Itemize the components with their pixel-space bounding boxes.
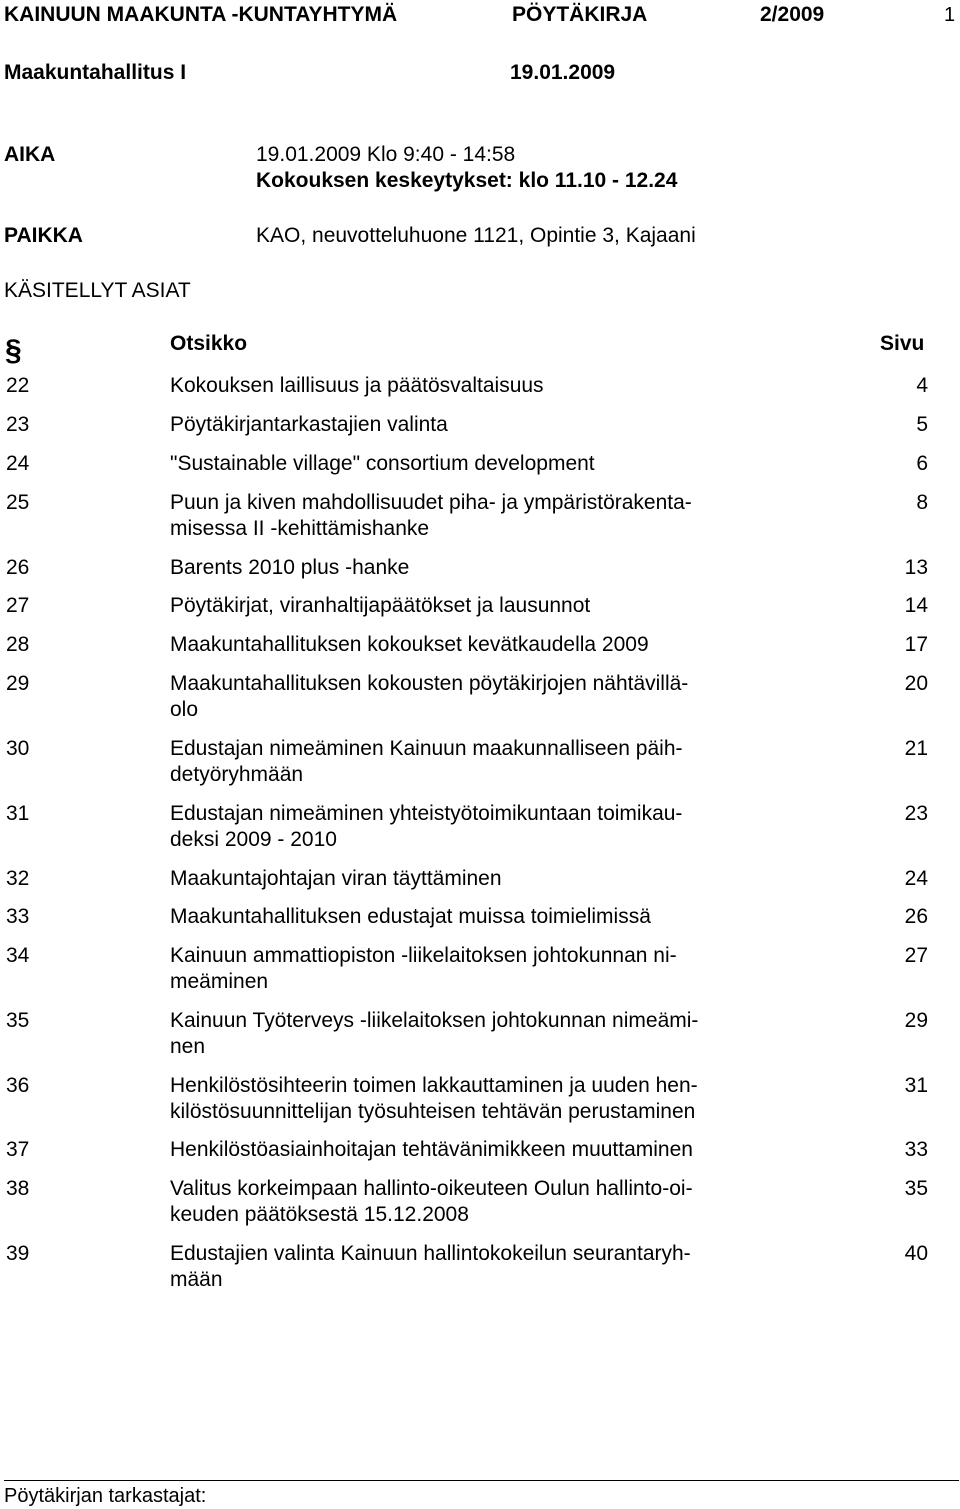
agenda-item-number: 26 [6,556,30,579]
agenda-item-title: Valitus korkeimpaan hallinto-oikeuteen Oulun hallinto-oi- keuden päätöksestä 15.12.2008 [170,1177,693,1226]
agenda-item-title: Maakuntajohtajan viran täyttäminen [170,867,502,890]
column-header-title: Otsikko [170,332,248,355]
agenda-item-page: 8 [916,491,928,514]
organization-name: KAINUUN MAAKUNTA -KUNTAYHTYMÄ [4,3,398,26]
time-label: AIKA [4,143,56,166]
agenda-item-title: Pöytäkirjat, viranhaltijapäätökset ja lausunnot [170,594,591,617]
section-title: KÄSITELLYT ASIAT [4,279,191,302]
agenda-item-title: Kainuun ammattiopiston -liikelaitoksen johtokunnan ni- meäminen [170,944,677,993]
agenda-item-page: 40 [904,1242,928,1265]
agenda-item-title: Edustajan nimeäminen Kainuun maakunnalliseen päih- detyöryhmään [170,737,683,786]
agenda-item-title: "Sustainable village" consortium development [170,452,595,475]
agenda-item-page: 13 [904,556,928,579]
agenda-item-number: 35 [6,1009,30,1032]
agenda-item-page: 17 [904,633,928,656]
agenda-item-page: 4 [916,374,928,397]
agenda-item-page: 24 [904,867,928,890]
agenda-item-number: 39 [6,1242,30,1265]
agenda-item-page: 27 [904,944,928,967]
meeting-breaks: Kokouksen keskeytykset: klo 11.10 - 12.24 [256,169,678,192]
agenda-item-number: 23 [6,413,30,436]
agenda-item-number: 38 [6,1177,30,1200]
document-type: PÖYTÄKIRJA [512,3,648,26]
agenda-item-title: Edustajien valinta Kainuun hallintokokeilun seurantaryh- mään [170,1242,691,1291]
agenda-item-title: Kainuun Työterveys -liikelaitoksen johtokunnan nimeämi- nen [170,1009,699,1058]
agenda-item-number: 36 [6,1074,30,1097]
agenda-item-title: Barents 2010 plus -hanke [170,556,410,579]
agenda-item-page: 23 [904,802,928,825]
agenda-item-number: 27 [6,594,30,617]
agenda-item-title: Edustajan nimeäminen yhteistyötoimikuntaan toimikau- deksi 2009 - 2010 [170,802,683,851]
place-label: PAIKKA [4,224,83,247]
agenda-item-number: 28 [6,633,30,656]
document-number: 2/2009 [760,3,825,26]
agenda-item-number: 29 [6,672,30,695]
agenda-item-page: 35 [904,1177,928,1200]
agenda-item-number: 37 [6,1138,30,1161]
agenda-item-title: Henkilöstösihteerin toimen lakkauttaminen ja uuden hen- kilöstösuunnittelijan työsuhteisen tehtävän perustaminen [170,1074,698,1123]
agenda-item-title: Maakuntahallituksen kokoukset kevätkaudella 2009 [170,633,649,656]
agenda-item-page: 14 [904,594,928,617]
agenda-item-number: 22 [6,374,30,397]
agenda-item-number: 25 [6,491,30,514]
agenda-item-page: 29 [904,1009,928,1032]
column-header-page: Sivu [880,332,925,355]
agenda-item-page: 33 [904,1138,928,1161]
agenda-item-title: Henkilöstöasiainhoitajan tehtävänimikkeen muuttaminen [170,1138,693,1161]
agenda-item-number: 33 [6,905,30,928]
agenda-item-number: 32 [6,867,30,890]
agenda-item-title: Kokouksen laillisuus ja päätösvaltaisuus [170,374,544,397]
agenda-item-number: 24 [6,452,30,475]
agenda-item-title: Maakuntahallituksen kokousten pöytäkirjojen nähtävillä- olo [170,672,689,721]
meeting-time: 19.01.2009 Klo 9:40 - 14:58 [256,143,516,166]
agenda-item-number: 30 [6,737,30,760]
agenda-item-number: 34 [6,944,30,967]
agenda-item-number: 31 [6,802,30,825]
agenda-item-page: 31 [904,1074,928,1097]
agenda-item-page: 26 [904,905,928,928]
section-sign-icon [4,334,30,364]
governing-body: Maakuntahallitus I [4,61,187,84]
agenda-item-title: Pöytäkirjantarkastajien valinta [170,413,448,436]
minutes-checkers-label: Pöytäkirjan tarkastajat: [4,1485,207,1507]
svg-text:§: § [5,334,22,364]
agenda-item-page: 20 [904,672,928,695]
page-number: 1 [944,4,956,26]
agenda-item-title: Maakuntahallituksen edustajat muissa toimielimissä [170,905,651,928]
agenda-item-page: 21 [904,737,928,760]
meeting-date: 19.01.2009 [510,61,616,84]
agenda-item-page: 6 [916,452,928,475]
agenda-item-page: 5 [916,413,928,436]
agenda-item-title: Puun ja kiven mahdollisuudet piha- ja ympäristörakenta- misessa II -kehittämishanke [170,491,692,540]
footer-divider [4,1480,959,1481]
meeting-place: KAO, neuvotteluhuone 1121, Opintie 3, Kajaani [256,224,696,247]
